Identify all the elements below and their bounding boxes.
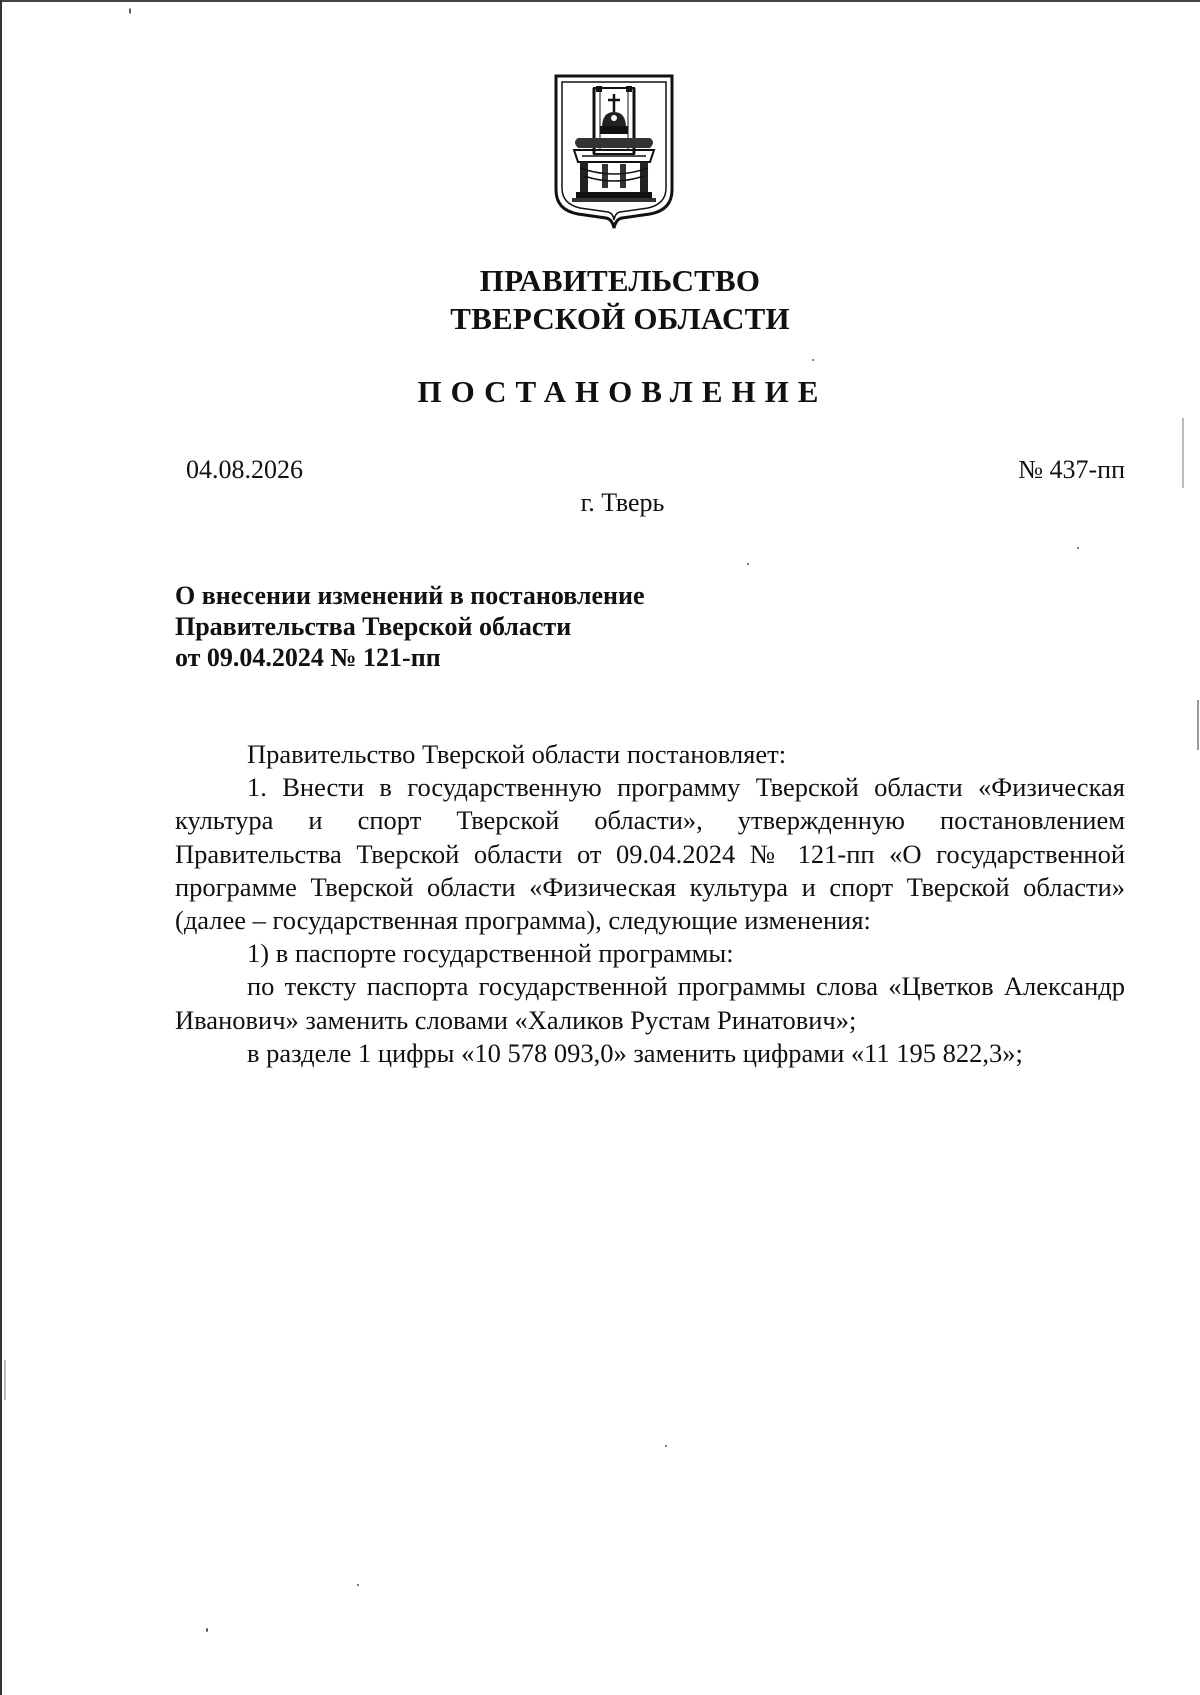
scan-edge-top [0,0,1200,2]
subject-line3: от 09.04.2024 № 121-пп [175,643,441,672]
scan-speck [1197,700,1199,750]
organization-name-line2: ТВЕРСКОЙ ОБЛАСТИ [450,301,790,336]
scan-speck [4,1360,6,1400]
scan-speck [1077,547,1079,549]
organization-name-line1: ПРАВИТЕЛЬСТВО [479,263,761,298]
document-subject [175,580,645,673]
document-date: 04.08.2026 [186,455,303,484]
scan-speck [1182,418,1184,488]
body-paragraph-replace-name: по тексту паспорта государственной программы слова «Цветков Александр Иванович» заменить словами «Халиков Рустам Ринатович»; [175,971,1125,1035]
document-number: № 437-пп [1018,455,1125,484]
subject-line1: О внесении изменений в постановление [175,581,645,610]
scan-speck [129,8,131,14]
scan-speck [206,1628,208,1632]
scan-edge-left [0,0,2,1695]
document-city: г. Тверь [580,488,665,517]
tver-region-coat-of-arms-icon [552,72,676,230]
scan-speck [357,1584,359,1586]
body-paragraph-item-1: 1. Внести в государственную программу Тверской области «Физическая культура и спорт Тверской области», утвержденную постановлением Правительства Тверской области от 09.04.2024 № 121-пп «О государственной программе Тверской области «Физическая культура и спорт Тверской области» (далее – государственная программа), следующие изменения: [175,772,1125,936]
body-paragraph-replace-figures: в разделе 1 цифры «10 578 093,0» заменить цифрами «11 195 822,3»; [247,1037,1023,1068]
scan-speck [812,359,814,361]
subject-line2: Правительства Тверской области [175,612,572,641]
scan-speck [747,563,749,565]
body-paragraph-preamble: Правительство Тверской области постановляет: [247,739,787,769]
document-body [175,738,1125,1070]
document-type-title: ПОСТАНОВЛЕНИЕ [417,374,828,409]
body-paragraph-subitem-1: 1) в паспорте государственной программы: [247,938,734,969]
scan-speck [665,1445,667,1447]
